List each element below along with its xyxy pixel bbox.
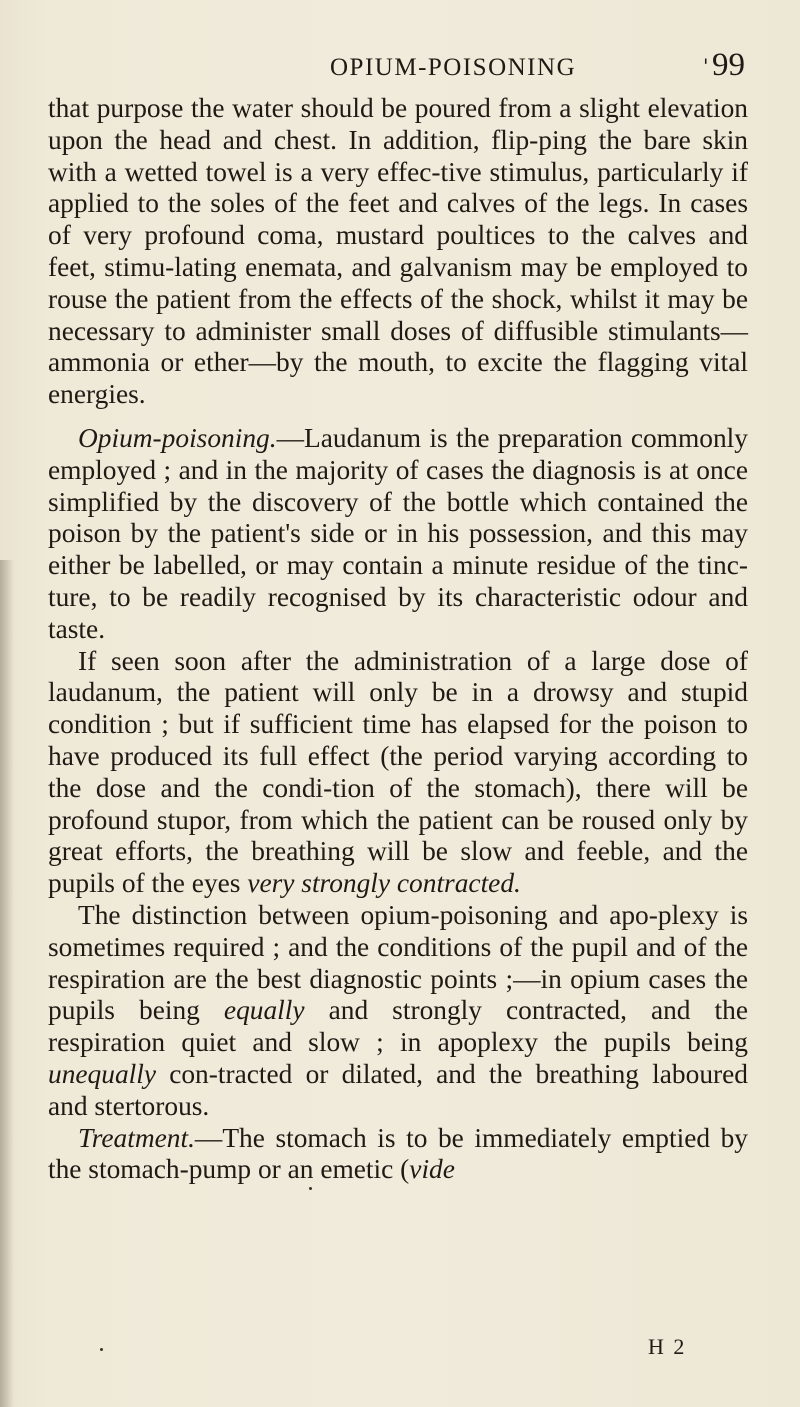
section-heading-opium-poisoning: Opium-poisoning.: [78, 422, 277, 453]
paragraph-4-text-b: and strongly contracted, and the respiration quiet and slow ; in apoplexy the pupils being: [48, 995, 749, 1058]
paragraph-continuation: [48, 93, 748, 411]
paragraph-2-text: —Laudanum is the preparation commonly employed ; and in the majority of cases the diagnosis is at once simplified by the discovery of the bottle which contained the poison by the patient's side or in his possession, and this may either be labelled, or may contain a minute residue of the tinc-ture, to be readily recognised by its characteristic odour and taste.: [48, 422, 748, 644]
binding-shadow: [0, 560, 14, 1407]
paragraph-diagnosis: [48, 900, 748, 1123]
paragraph-opium-poisoning: [48, 423, 748, 646]
print-speck: [100, 1348, 103, 1351]
paragraph-symptoms: [48, 646, 748, 900]
paragraph-4-text-c: con-tracted or dilated, and the breathing laboured and stertorous.: [48, 1058, 748, 1121]
running-head: [0, 44, 800, 84]
signature-mark: H 2: [648, 1334, 687, 1359]
body-text: [48, 93, 748, 1186]
paragraph-3-text: If seen soon after the administration of a large dose of laudanum, the patient will only be in a drowsy and stupid condition ; but if sufficient time has elapsed for the poison to have produced its full effect (the period varying according to the dose and the condi-tion of the stomach), there will be profound stupor, from which the patient can be roused only by great efforts, the breathing will be slow and feeble, and the pupils of the eyes: [48, 645, 748, 899]
emphasis-very-strongly-contracted: very strongly contracted.: [247, 868, 521, 899]
running-title: OPIUM-POISONING: [330, 54, 577, 81]
page-number: 99: [712, 47, 745, 83]
paragraph-1-text: that purpose the water should be poured from a slight elevation upon the head and chest. In addition, flip-ping the bare skin with a wetted towel is a very effec-tive stimulus, particularly if applied to the soles of the feet and calves of the legs. In cases of very profound coma, mustard poultices to the calves and feet, stimu-lating enemata, and galvanism may be employed to rouse the patient from the effects of the shock, whilst it may be necessary to administer small doses of diffusible stimulants—ammonia or ether—by the mouth, to excite the flagging vital energies.: [48, 93, 748, 410]
emphasis-unequally: unequally: [48, 1058, 157, 1089]
emphasis-vide: vide: [409, 1154, 455, 1185]
paragraph-treatment: [48, 1123, 748, 1187]
folio-mark: ': [703, 54, 709, 78]
emphasis-equally: equally: [223, 995, 305, 1026]
print-speck: [309, 1187, 312, 1190]
section-heading-treatment: Treatment.: [78, 1122, 195, 1153]
paragraph-4-text-a: The distinction between opium-poisoning and apo-plexy is sometimes required ; and the conditions of the pupil and of the respiration are the best diagnostic points ;—in opium cases the pupils being: [48, 899, 748, 1026]
paragraph-5-text: —The stomach is to be immediately emptied by the stomach-pump or an emetic (: [48, 1122, 748, 1185]
